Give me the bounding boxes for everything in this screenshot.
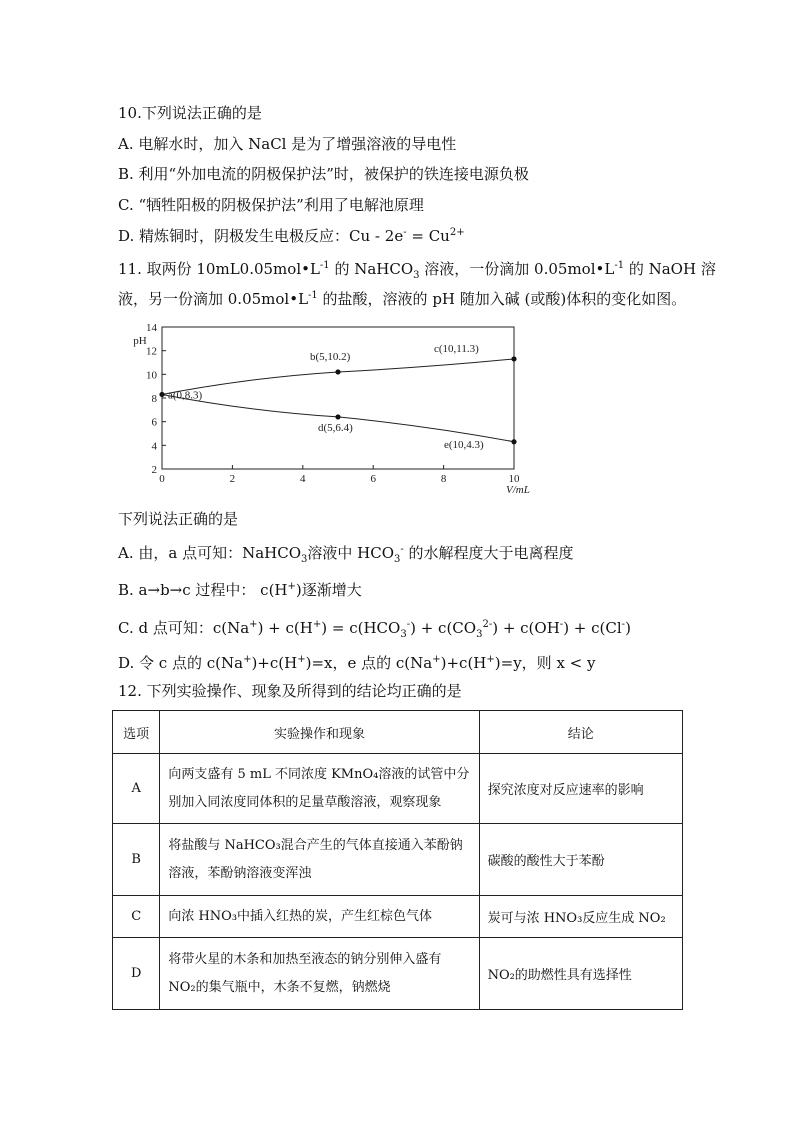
data-point-label: e(10,4.3) [444, 438, 484, 451]
row-option: C [113, 896, 160, 938]
row-conclusion: 探究浓度对反应速率的影响 [479, 754, 682, 824]
x-tick-label: 10 [508, 473, 520, 485]
q11-option-a: A. 由，a 点可知：NaHCO$_3$溶液中 $HCO_3^-$ 的水解程度大于电离程度 [118, 544, 574, 565]
row-operation: 向浓 HNO₃中插入红热的炭，产生红棕色气体 [160, 896, 479, 938]
row-operation: 将带火星的木条和加热至液态的钠分别伸入盛有 NO₂的集气瓶中，木条不复燃，钠燃烧 [160, 938, 479, 1010]
table-row [113, 938, 683, 1010]
q10-option-c: C. “牺牲阳极的阴极保护法”利用了电解池原理 [118, 196, 424, 214]
q11-option-d: D. 令 c 点的 c(Na+)+c(H+)=x，e 点的 c(Na+)+c(H+)=y，则 x < y [118, 654, 596, 672]
data-point [335, 369, 340, 374]
data-point [511, 356, 516, 361]
x-axis-label: V/mL [506, 484, 530, 496]
q11-stem-line-1: 11. 取两份 $10mL0.05mol•L^{-1}$ 的 NaHCO$_3$ 溶液，一份滴加 $0.05mol•L^{-1}$ 的 NaOH 溶 [118, 260, 716, 281]
q11-option-c: C. d 点可知：$c(Na^+) + c(H^+) = c(HCO_3^-) + c(CO_3^{2-}) + c(OH^-) + c(Cl^-)$ [118, 619, 631, 640]
q10-option-d: D. 精炼铜时，阴极发生电极反应：$Cu - 2e^- = Cu^{2+}$ [118, 227, 465, 245]
row-conclusion: 碳酸的酸性大于苯酚 [479, 824, 682, 896]
y-tick-label: 2 [151, 464, 157, 476]
y-tick-label: 10 [146, 369, 157, 382]
header-operation: 实验操作和现象 [160, 711, 479, 754]
header-option: 选项 [113, 711, 160, 754]
q10-stem: 10.下列说法正确的是 [118, 104, 262, 122]
row-option: D [113, 938, 160, 1010]
data-point-label: d(5,6.4) [318, 421, 353, 434]
chart-points [159, 343, 516, 451]
x-tick-label: 2 [229, 473, 236, 485]
data-point [511, 439, 516, 444]
x-tick-label: 8 [440, 473, 447, 485]
q12-table [112, 710, 683, 1010]
naoh-curve [162, 359, 514, 395]
data-point-label: c(10,11.3) [434, 342, 479, 355]
row-conclusion: NO₂的助燃性具有选择性 [479, 938, 682, 1010]
q10-option-b: B. 利用“外加电流的阴极保护法”时，被保护的铁连接电源负极 [118, 165, 529, 183]
table-row [113, 824, 683, 896]
y-tick-label: 12 [146, 345, 157, 358]
q11-stem-line-2: 液，另一份滴加 $0.05mol•L^{-1}$ 的盐酸，溶液的 pH 随加入碱 (或酸)体积的变化如图。 [118, 290, 687, 308]
q11-option-b: B. a→b→c 过程中： c(H+)逐渐增大 [118, 581, 362, 599]
data-point [335, 414, 340, 419]
y-axis-label: pH [133, 335, 147, 347]
table-row [113, 896, 683, 938]
y-tick-label: 14 [146, 322, 157, 334]
x-tick-label: 4 [300, 473, 306, 485]
row-operation: 将盐酸与 NaHCO₃混合产生的气体直接通入苯酚钠 溶液，苯酚钠溶液变浑浊 [160, 824, 479, 896]
y-tick-label: 6 [151, 416, 157, 429]
y-tick-label: 4 [151, 440, 157, 453]
data-point [159, 392, 164, 397]
q10-option-a: A. 电解水时，加入 NaCl 是为了增强溶液的导电性 [118, 135, 457, 153]
q11-prompt: 下列说法正确的是 [118, 510, 239, 528]
x-tick-label: 0 [159, 473, 165, 485]
row-option: B [113, 824, 160, 896]
table-row [113, 754, 683, 824]
ph-titration-chart [112, 318, 532, 498]
header-conclusion: 结论 [479, 711, 682, 754]
x-tick-label: 6 [370, 473, 376, 485]
row-operation: 向两支盛有 5 mL 不同浓度 KMnO₄溶液的试管中分 别加入同浓度同体积的足量草酸溶液，观察现象 [160, 754, 479, 824]
row-conclusion: 炭可与浓 HNO₃反应生成 NO₂ [479, 896, 682, 938]
y-tick-label: 8 [151, 393, 157, 405]
data-point-label: a(0,8.3) [168, 389, 203, 402]
row-option: A [113, 754, 160, 824]
data-point-label: b(5,10.2) [310, 350, 351, 363]
table-header-row [113, 711, 683, 754]
q12-stem: 12. 下列实验操作、现象及所得到的结论均正确的是 [118, 682, 462, 700]
